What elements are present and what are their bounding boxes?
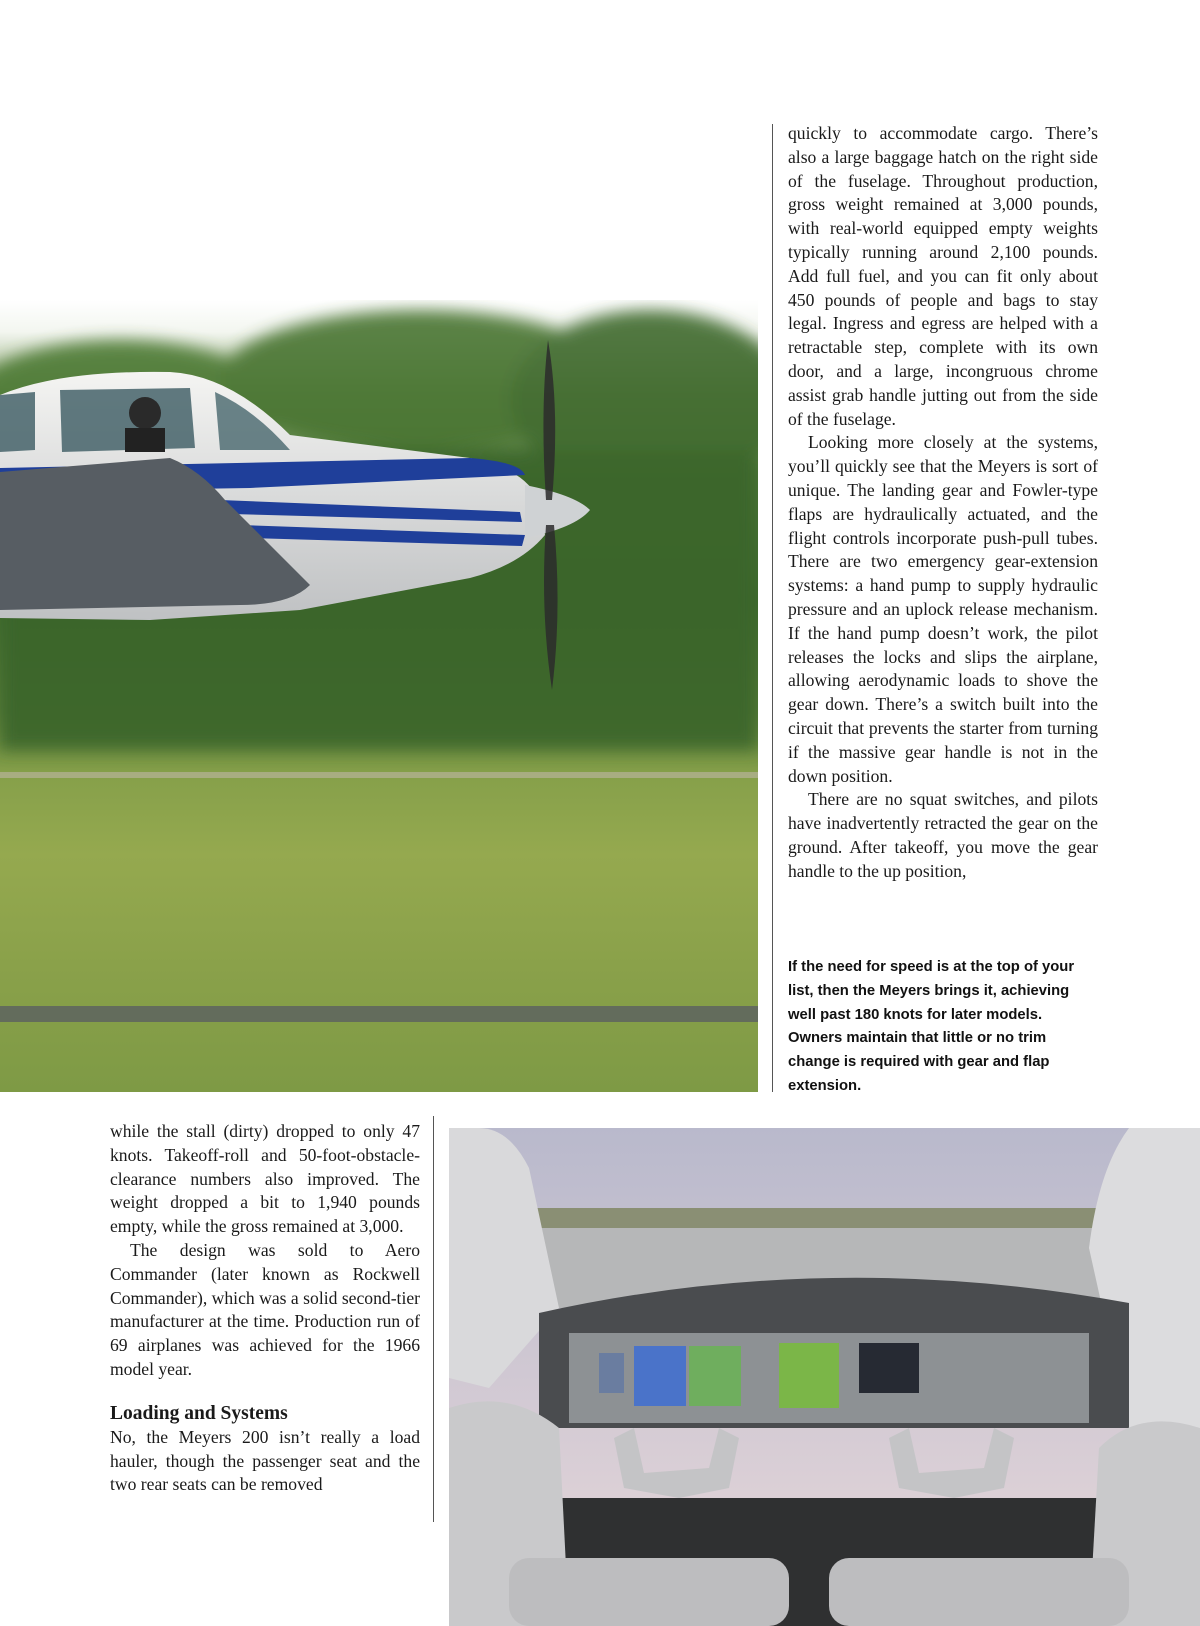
paragraph: quickly to accommodate cargo. There’s also a large baggage hatch on the right side of the fuselage. Throughout production, gross weight remained at 3,000 pounds, with real-world equipped empty weights typically running around 2,100 pounds. Add full fuel, and you can fit only about 450 pounds of people and bags to stay legal. Ingress and egress are helped with a retractable step, complete with its own door, and a large, incongruous chrome assist grab handle jutting out from the side of the fuselage. — [788, 123, 1098, 429]
paragraph: The design was sold to Aero Commander (later known as Rockwell Commander), which was a solid second-tier manufacturer at the time. Production run of 69 airplanes was achieved for the 1966 model year. — [110, 1239, 420, 1379]
column-rule-right — [772, 124, 773, 1092]
column-rule-left — [433, 1116, 434, 1522]
paragraph: while the stall (dirty) dropped to only 47 knots. Takeoff-roll and 50-foot-obstacle-clearance numbers also improved. The weight dropped a bit to 1,940 pounds empty, while the gross remained at 3,000. — [110, 1121, 420, 1237]
article-column-right — [788, 122, 1098, 884]
paragraph: There are no squat switches, and pilots have inadvertently retracted the gear on the ground. After takeoff, you move the gear handle to the up position, — [788, 789, 1098, 881]
photo-caption: If the need for speed is at the top of your list, then the Meyers brings it, achieving well past 180 knots for later models. Owners maintain that little or no trim change is required with gear and flap extension. — [788, 959, 1075, 1094]
paragraph: No, the Meyers 200 isn’t really a load hauler, though the passenger seat and the two rear seats can be removed — [110, 1426, 420, 1495]
airplane-illustration — [0, 300, 758, 1092]
article-column-left — [110, 1120, 420, 1497]
paragraph: Looking more closely at the systems, you’ll quickly see that the Meyers is sort of unique. The landing gear and Fowler-type flaps are hydraulically actuated, and the flight controls incorporate push-pull tubes. There are two emergency gear-extension systems: a hand pump to supply hydraulic pressure and an uplock release mechanism. If the hand pump doesn’t work, the pilot releases the locks and slips the airplane, allowing aerodynamic loads to shove the gear down. There’s a switch built into the circuit that prevents the starter from turning if the massive gear handle is not in the down position. — [788, 432, 1098, 786]
airplane-flight-photo — [0, 300, 758, 1092]
cockpit-photo — [449, 1128, 1200, 1626]
cockpit-illustration — [449, 1128, 1200, 1626]
section-heading: Loading and Systems — [110, 1402, 288, 1424]
